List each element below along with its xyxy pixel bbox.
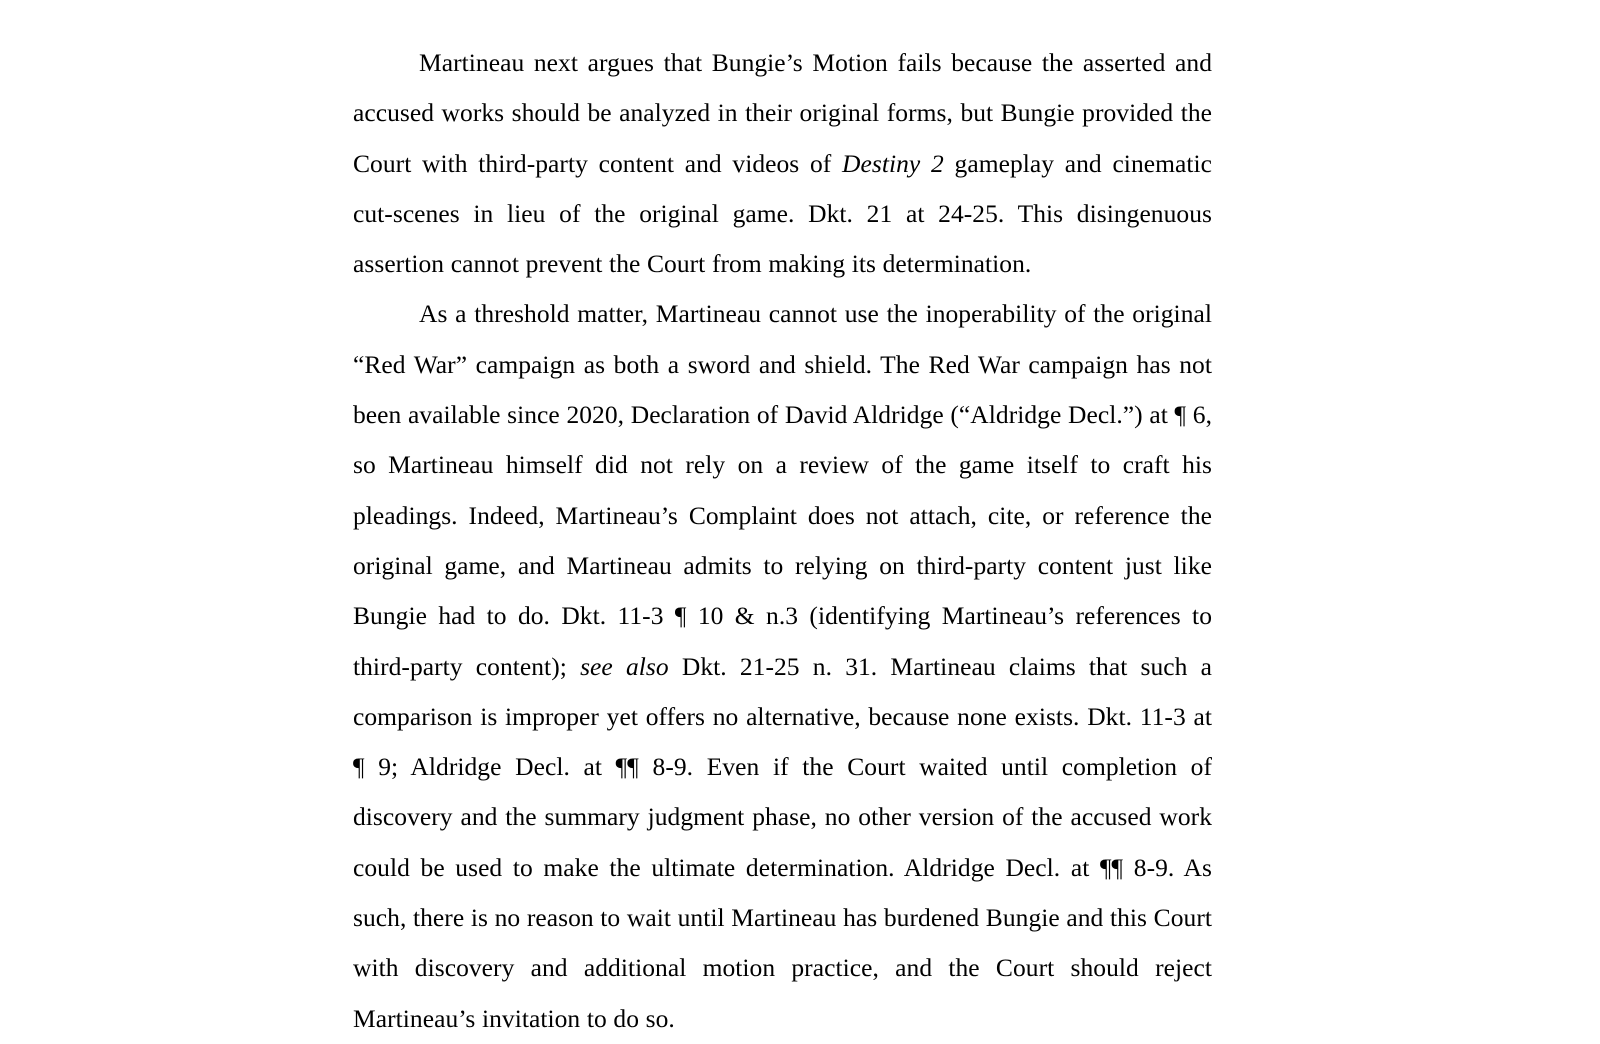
paragraph-2-segment-3: Dkt. 21-25 n. 31. Martineau claims that such a comparison is improper yet offers no alternative, because none exists. Dkt. 11-3 at ¶ 9; Aldridge Decl. at ¶¶ 8-9. Even if the Court waited until completion of discovery and the summary judgment phase, no other version of the accused work could be used to make the ultimate determination. Aldridge Decl. at ¶¶ 8-9. As such, there is no reason to wait until Martineau has burdened Bungie and this Court with discovery and additional motion practice, and the Court should reject Martineau’s invitation to do so.: [353, 651, 1213, 1033]
paragraph-2: [353, 289, 1212, 1043]
paragraph-1: [353, 38, 1212, 289]
body-text-column: [353, 38, 1212, 1044]
paragraph-2-segment-1: As a threshold matter, Martineau cannot use the inoperability of the original “Red War” campaign as both a sword and shield. The Red War campaign has not been available since 2020, Declaration of David Aldridge (“Aldridge Decl.”) at ¶ 6, so Martineau himself did not rely on a review of the game itself to craft his pleadings. Indeed, Martineau’s Complaint does not attach, cite, or reference the original game, and Martineau admits to relying on third-party content just like Bungie had to do. Dkt. 11-3 ¶ 10 & n.3 (identifying Martineau’s references to third-party content);: [353, 299, 1212, 681]
paragraph-2-italic-see-also: see also: [580, 651, 669, 681]
paragraph-1-segment-3: gameplay and cinematic cut-scenes in lieu of the original game. Dkt. 21 at 24-25. This disingenuous assertion cannot prevent the Court from making its determination.: [353, 148, 1213, 279]
paragraph-1-segment-1: Martineau next argues that Bungie’s Motion fails because the asserted and accused works should be analyzed in their original forms, but Bungie provided the Court with third-party content and videos of: [353, 48, 1212, 178]
paragraph-1-italic-destiny-2: Destiny 2: [842, 148, 944, 178]
